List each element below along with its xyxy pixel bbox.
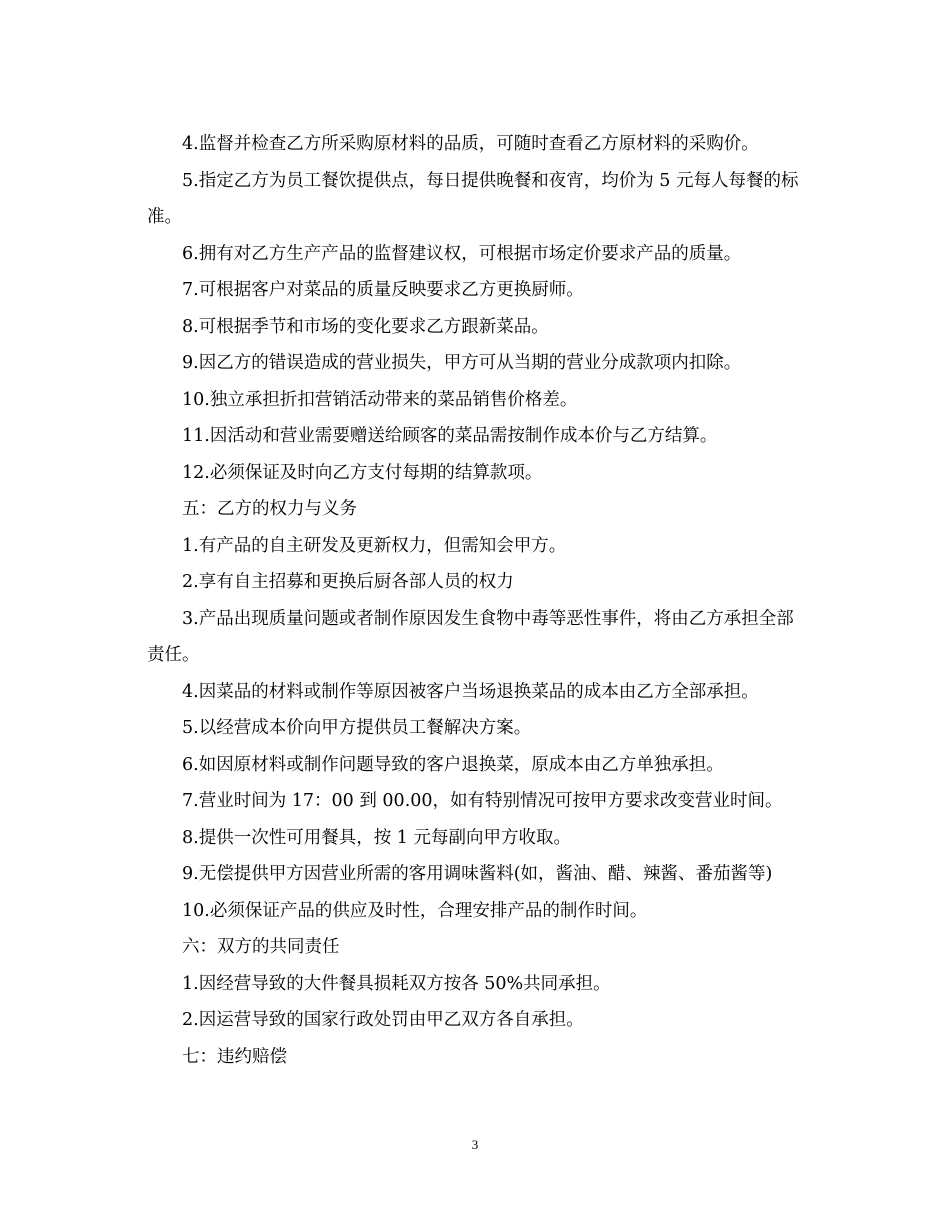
section-heading: 六：双方的共同责任 [182,937,340,957]
clause-paragraph: 10.独立承担折扣营销活动带来的菜品销售价格差。 [182,389,578,410]
clause-paragraph: 12.必须保证及时向乙方支付每期的结算款项。 [182,462,543,483]
clause-paragraph: 4.因菜品的材料或制作等原因被客户当场退换菜品的成本由乙方全部承担。 [182,681,759,702]
clause-paragraph: 2.享有自主招募和更换后厨各部人员的权力 [182,572,514,592]
document-body [147,126,803,1075]
clause-paragraph: 7.营业时间为 17：00 到 00.00，如有特别情况可按甲方要求改变营业时间。 [182,791,783,811]
clause-paragraph: 1.因经营导致的大件餐具损耗双方按各 50%共同承担。 [182,973,611,994]
clause-paragraph: 6.如因原材料或制作问题导致的客户退换菜，原成本由乙方单独承担。 [182,754,724,775]
clause-paragraph: 3.产品出现质量问题或者制作原因发生食物中毒等恶性事件，将由乙方承担全部责任。 [147,608,794,665]
section-heading: 五：乙方的权力与义务 [182,499,357,519]
clause-paragraph: 9.无偿提供甲方因营业所需的客用调味酱料(如，酱油、醋、辣酱、番茄酱等) [182,864,773,884]
clause-paragraph: 5.以经营成本价向甲方提供员工餐解决方案。 [182,718,532,738]
clause-paragraph: 10.必须保证产品的供应及时性，合理安排产品的制作时间。 [182,900,648,921]
clause-paragraph: 11.因活动和营业需要赠送给顾客的菜品需按制作成本价与乙方结算。 [182,426,718,446]
page-number: 3 [471,1137,479,1152]
clause-paragraph: 8.提供一次性可用餐具，按 1 元每副向甲方收取。 [182,827,571,848]
section-heading: 七：违约赔偿 [182,1046,287,1067]
clause-paragraph: 6.拥有对乙方生产产品的监督建议权，可根据市场定价要求产品的质量。 [182,243,742,264]
clause-paragraph: 4.监督并检查乙方所采购原材料的品质，可随时查看乙方原材料的采购价。 [182,134,759,154]
clause-paragraph: 9.因乙方的错误造成的营业损失，甲方可从当期的营业分成款项内扣除。 [182,353,742,373]
clause-paragraph: 1.有产品的自主研发及更新权力，但需知会甲方。 [182,535,567,556]
clause-paragraph: 2.因运营导致的国家行政处罚由甲乙双方各自承担。 [182,1010,584,1030]
clause-paragraph: 7.可根据客户对菜品的质量反映要求乙方更换厨师。 [182,280,584,300]
clause-paragraph: 8.可根据季节和市场的变化要求乙方跟新菜品。 [182,316,549,337]
clause-paragraph: 5.指定乙方为员工餐饮提供点，每日提供晚餐和夜宵，均价为 5 元每人每餐的标准。 [147,170,799,227]
